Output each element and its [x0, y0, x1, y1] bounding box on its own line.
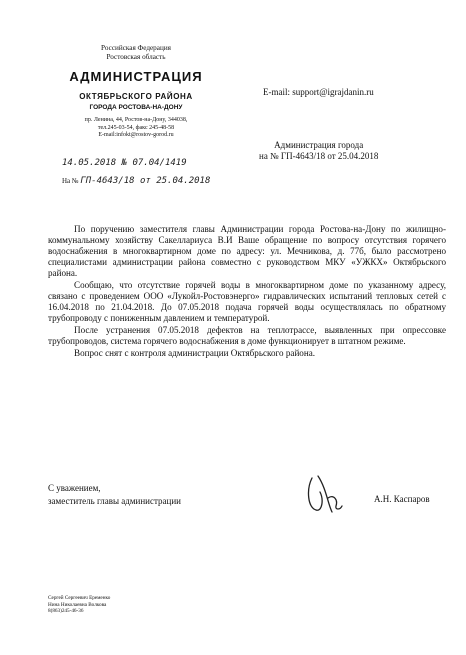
executor-line1: Сергей Сергеевич Еременко [48, 595, 111, 601]
paragraph-2: Сообщаю, что отсутствие горячей воды в многоквартирном доме по указанному адресу, связано с проведением ООО «Лукойл-Ростовэнерго» гидравлических испытаний тепловых сетей с 16.04.2018 по 21.04.2018. До 07.05.2018 подача горячей воды осуществлялась по обратному трубопроводу с пониженным давлением и температурой. [48, 280, 446, 323]
in-reply-block [259, 140, 378, 162]
reply-ref-handwritten: ГП-4643/18 от 25.04.2018 [80, 176, 211, 186]
letterhead [56, 44, 216, 140]
regards-text: С уважением, [48, 483, 101, 493]
registration-date-number: 14.05.2018 № 07.04/1419 [62, 158, 187, 168]
letterhead-address [56, 117, 216, 140]
paragraph-3: После устранения 07.05.2018 дефектов на теплотрассе, выявленных при опрессовке трубопроводов, система горячего водоснабжения в доме функционирует в штатном режиме. [48, 325, 446, 346]
signer-name: А.Н. Каспаров [374, 494, 430, 504]
paragraph-4: Вопрос снят с контроля администрации Октябрьского района. [74, 348, 316, 358]
executor-phone: 8(863)245-46-36 [48, 608, 84, 614]
email-line: E-mail:infokt@rostov-gorod.ru [98, 132, 174, 138]
letterhead-administration: АДМИНИСТРАЦИЯ [69, 69, 203, 84]
executor-footer [48, 595, 110, 615]
signature-block [48, 482, 181, 508]
in-reply-line1: Администрация города [274, 140, 364, 150]
signer-position: заместитель главы администрации [48, 496, 181, 506]
paragraph-1: По поручению заместителя главы Администрации города Ростова-на-Дону по жилищно-коммунальному хозяйству Сакеллариуса В.И Ваше обращение по вопросу отсутствия горячего водоснабжения в многоквартирном доме по адресу: ул. Мечникова, д. 77б, было рассмотрено специалистами администрации района совместно с руководством МКУ «УЖКХ» Октябрьского района. [48, 224, 446, 278]
phone-line: тел.245-03-54, факс 245-48-58 [97, 124, 175, 131]
letter-body [48, 224, 446, 359]
letterhead-city: ГОРОДА РОСТОВА-НА-ДОНУ [89, 104, 183, 111]
handwritten-signature [302, 470, 346, 516]
in-reply-line2: на № ГП-4643/18 от 25.04.2018 [259, 151, 379, 161]
registration-number [62, 158, 187, 168]
letterhead-region: Ростовская область [106, 53, 166, 61]
executor-line2: Нина Николаевна Волкова [48, 601, 107, 608]
address-line: пр. Ленина, 44, Ростов-на-Дону, 344038, [84, 117, 188, 123]
reply-prefix: На № [62, 177, 79, 185]
letterhead-federation: Российская Федерация [101, 44, 171, 52]
recipient-email: E-mail: support@igrajdanin.ru [263, 87, 374, 97]
reply-reference [62, 176, 210, 186]
letterhead-district: ОКТЯБРЬСКОГО РАЙОНА [79, 92, 193, 101]
